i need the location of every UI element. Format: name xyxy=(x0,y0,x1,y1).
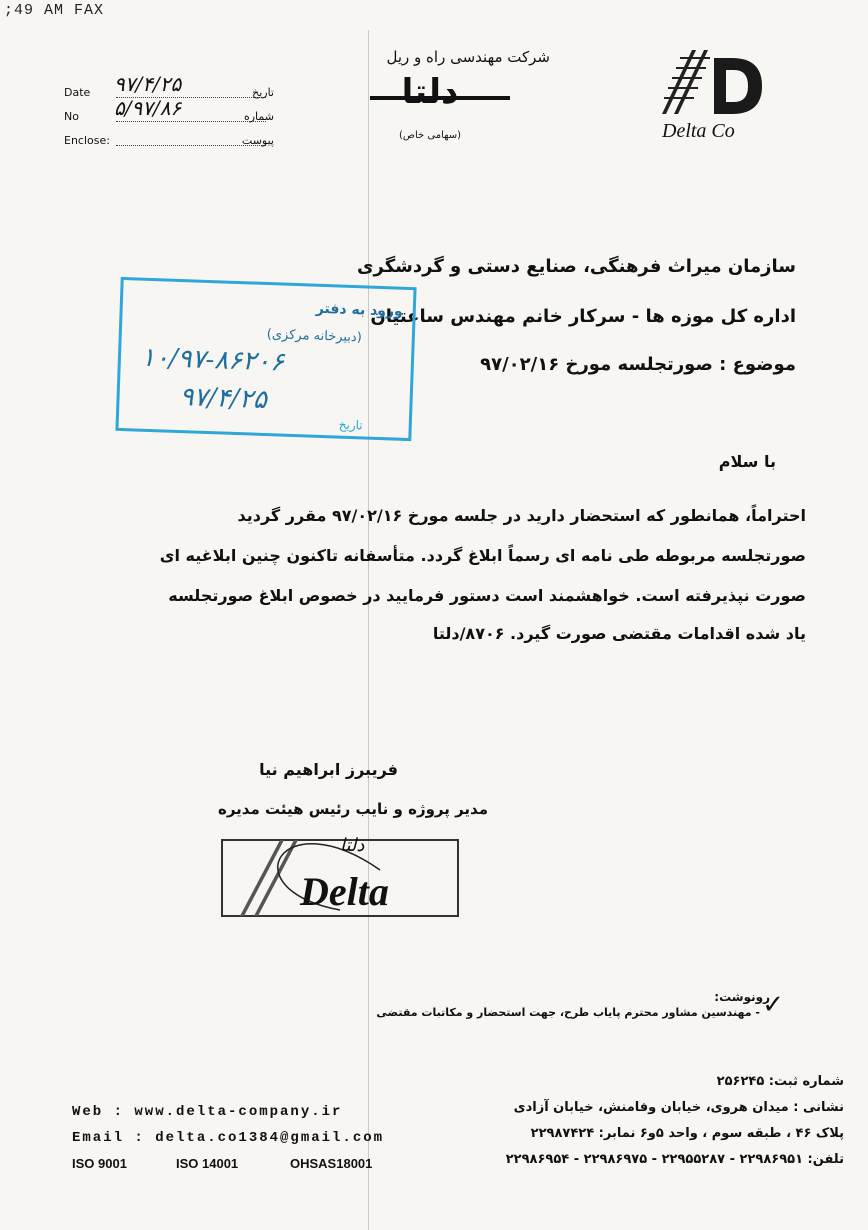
number-label-en: No xyxy=(64,110,79,123)
date-label-fa: تاریخ xyxy=(252,86,274,99)
fax-header: ;49 AM FAX xyxy=(4,2,105,19)
enclose-label-fa: پیوست xyxy=(241,134,274,147)
date-value: ۹۷/۴/۲۵ xyxy=(114,72,182,96)
stamp-number: ۱۰/۹۷-۸۶۲۰۶ xyxy=(140,342,285,378)
email: Email : delta.co1384@gmail.com xyxy=(72,1130,385,1146)
stamp-title: ورود به دفتر xyxy=(315,300,404,320)
body-line: صورت نپذیرفته است. خواهشمند است دستور فرمایید در خصوص ابلاغ صورتجلسه xyxy=(168,586,806,605)
body-line: صورتجلسه مربوطه طی نامه ای رسماً ابلاغ گردد. متأسفانه تاکنون چنین ابلاغیه ای xyxy=(159,546,806,565)
number-label-fa: شماره xyxy=(243,110,274,123)
subject-line: موضوع : صورتجلسه مورخ ۹۷/۰۲/۱۶ xyxy=(480,354,796,375)
greeting: با سلام xyxy=(718,452,776,471)
registration-number: شماره ثبت: ۲۵۶۲۴۵ xyxy=(716,1074,844,1089)
address-line-2: پلاک ۴۶ ، طبقه سوم ، واحد ۵و۶ نمابر: ۲۲۹۸۷۴۲۴ xyxy=(530,1126,844,1141)
stamp-subtitle: (دبیرخانه مرکزی) xyxy=(266,327,363,346)
ohsas-18001: OHSAS18001 xyxy=(290,1156,373,1171)
signer-name: فریبرز ابراهیم نیا xyxy=(259,760,398,779)
cc-recipient: - مهندسین مشاور محترم پایاب طرح، جهت استحضار و مکاتبات مقتضی xyxy=(376,1006,760,1019)
company-type: (سهامی خاص) xyxy=(398,130,462,141)
iso-14001: ISO 14001 xyxy=(176,1156,239,1171)
seal-wordmark: Delta xyxy=(300,869,389,914)
phone-numbers: تلفن: ۲۲۹۸۶۹۵۱ - ۲۲۹۵۵۲۸۷ - ۲۲۹۸۶۹۷۵ - ۲۲۹۸۶۹۵۴ xyxy=(505,1152,844,1167)
seal-text: دلتا xyxy=(340,835,365,856)
delta-logo-icon xyxy=(652,44,772,126)
company-name: شرکت مهندسی راه و ریل xyxy=(386,48,550,66)
logo-wordmark: Delta Co xyxy=(662,120,735,142)
number-value: ۵/۹۷/۸۶ xyxy=(114,96,182,120)
signer-title: مدیر پروژه و نایب رئیس هیئت مدیره xyxy=(217,800,488,818)
enclose-label-en: Enclose: xyxy=(64,134,110,147)
stamp-date: ۹۷/۴/۲۵ xyxy=(179,382,268,416)
cc-label: رونوشت: xyxy=(714,990,770,1004)
date-label-en: Date xyxy=(64,86,91,99)
body-line: یاد شده اقدامات مقتضی صورت گیرد. ۸۷۰۶/دلتا xyxy=(432,624,806,643)
address-line-1: نشانی : میدان هروی، خیابان وفامنش، خیابان آزادی xyxy=(513,1100,844,1115)
website: Web : www.delta-company.ir xyxy=(72,1104,343,1120)
checkmark-icon: ✓ xyxy=(762,990,784,1020)
recipient-org: سازمان میراث فرهنگی، صنایع دستی و گردشگری xyxy=(357,256,796,277)
body-line: احتراماً، همانطور که استحضار دارید در جلسه مورخ ۹۷/۰۲/۱۶ مقرر گردید xyxy=(237,506,806,525)
receipt-stamp xyxy=(115,277,416,441)
iso-9001: ISO 9001 xyxy=(72,1156,127,1171)
brand-name: دلتا xyxy=(401,72,459,112)
brand-underline xyxy=(370,96,510,100)
recipient-dept: اداره کل موزه ها - سرکار خانم مهندس ساعتیان xyxy=(370,306,796,327)
stamp-date-label: تاریخ xyxy=(338,417,363,433)
